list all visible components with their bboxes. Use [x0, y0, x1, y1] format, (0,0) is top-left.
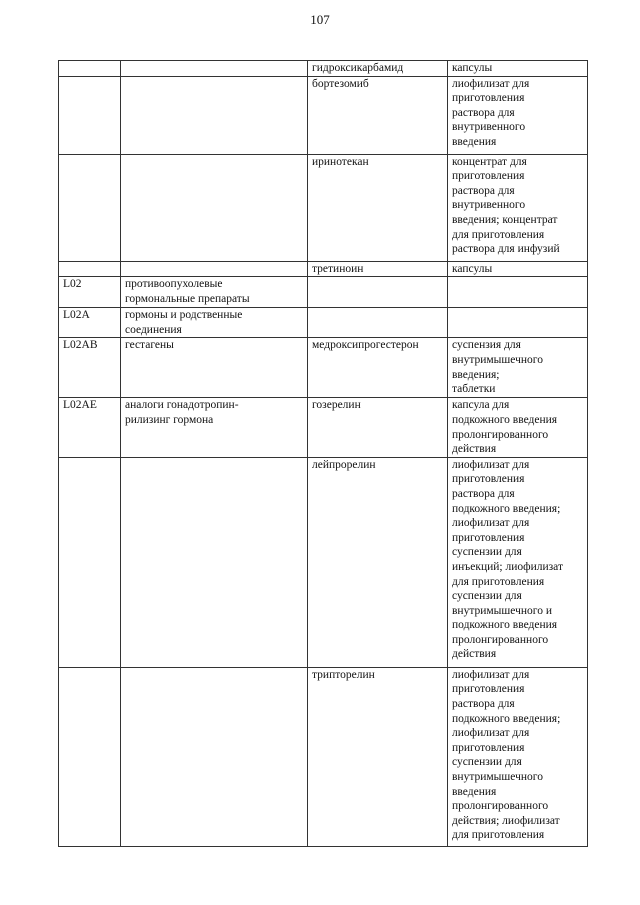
table-row — [59, 76, 588, 154]
drug-table — [58, 60, 588, 847]
table-body — [59, 61, 588, 847]
drug-name-cell — [308, 277, 448, 308]
dosage-form-cell: лиофилизат для приготовления раствора для внутривенного введения — [448, 76, 588, 154]
atc-code-cell: L02AB — [59, 338, 121, 398]
group-name-cell — [121, 667, 308, 846]
dosage-form-cell: суспензия для внутримышечного введения; таблетки — [448, 338, 588, 398]
table-row — [59, 261, 588, 277]
dosage-form-cell: капсула для подкожного введения пролонгированного действия — [448, 398, 588, 457]
atc-code-cell: L02 — [59, 277, 121, 308]
drug-name-cell: лейпрорелин — [308, 457, 448, 667]
table-row — [59, 338, 588, 398]
dosage-form-cell: капсулы — [448, 61, 588, 77]
dosage-form-cell — [448, 277, 588, 308]
table-row — [59, 667, 588, 846]
dosage-form-cell: лиофилизат для приготовления раствора для подкожного введения; лиофилизат для приготовления суспензии для внутримышечного введения пролонгированного действия; лиофилизат для приготовления — [448, 667, 588, 846]
atc-code-cell — [59, 154, 121, 261]
atc-code-cell — [59, 61, 121, 77]
atc-code-cell — [59, 261, 121, 277]
dosage-form-cell: капсулы — [448, 261, 588, 277]
group-name-cell: гормоны и родственные соединения — [121, 308, 308, 338]
atc-code-cell — [59, 76, 121, 154]
table-row — [59, 398, 588, 457]
group-name-cell — [121, 261, 308, 277]
drug-name-cell: медроксипрогестерон — [308, 338, 448, 398]
atc-code-cell: L02AE — [59, 398, 121, 457]
table-row — [59, 277, 588, 308]
group-name-cell — [121, 154, 308, 261]
table-row — [59, 457, 588, 667]
group-name-cell: аналоги гонадотропин- рилизинг гормона — [121, 398, 308, 457]
group-name-cell — [121, 76, 308, 154]
drug-name-cell — [308, 308, 448, 338]
page-number: 107 — [310, 12, 330, 27]
table-row — [59, 154, 588, 261]
atc-code-cell — [59, 667, 121, 846]
dosage-form-cell — [448, 308, 588, 338]
table-row — [59, 308, 588, 338]
table-row — [59, 61, 588, 77]
group-name-cell: противоопухолевые гормональные препараты — [121, 277, 308, 308]
drug-name-cell: трипторелин — [308, 667, 448, 846]
group-name-cell — [121, 61, 308, 77]
drug-name-cell: иринотекан — [308, 154, 448, 261]
drug-name-cell: гидроксикарбамид — [308, 61, 448, 77]
drug-name-cell: бортезомиб — [308, 76, 448, 154]
group-name-cell — [121, 457, 308, 667]
drug-name-cell: гозерелин — [308, 398, 448, 457]
group-name-cell: гестагены — [121, 338, 308, 398]
atc-code-cell — [59, 457, 121, 667]
dosage-form-cell: лиофилизат для приготовления раствора для подкожного введения; лиофилизат для приготовления суспензии для инъекций; лиофилизат для приготовления суспензии для внутримышечного и подкожного введения пролонгированного действия — [448, 457, 588, 667]
drug-name-cell: третиноин — [308, 261, 448, 277]
atc-code-cell: L02A — [59, 308, 121, 338]
dosage-form-cell: концентрат для приготовления раствора для внутривенного введения; концентрат для приготовления раствора для инфузий — [448, 154, 588, 261]
